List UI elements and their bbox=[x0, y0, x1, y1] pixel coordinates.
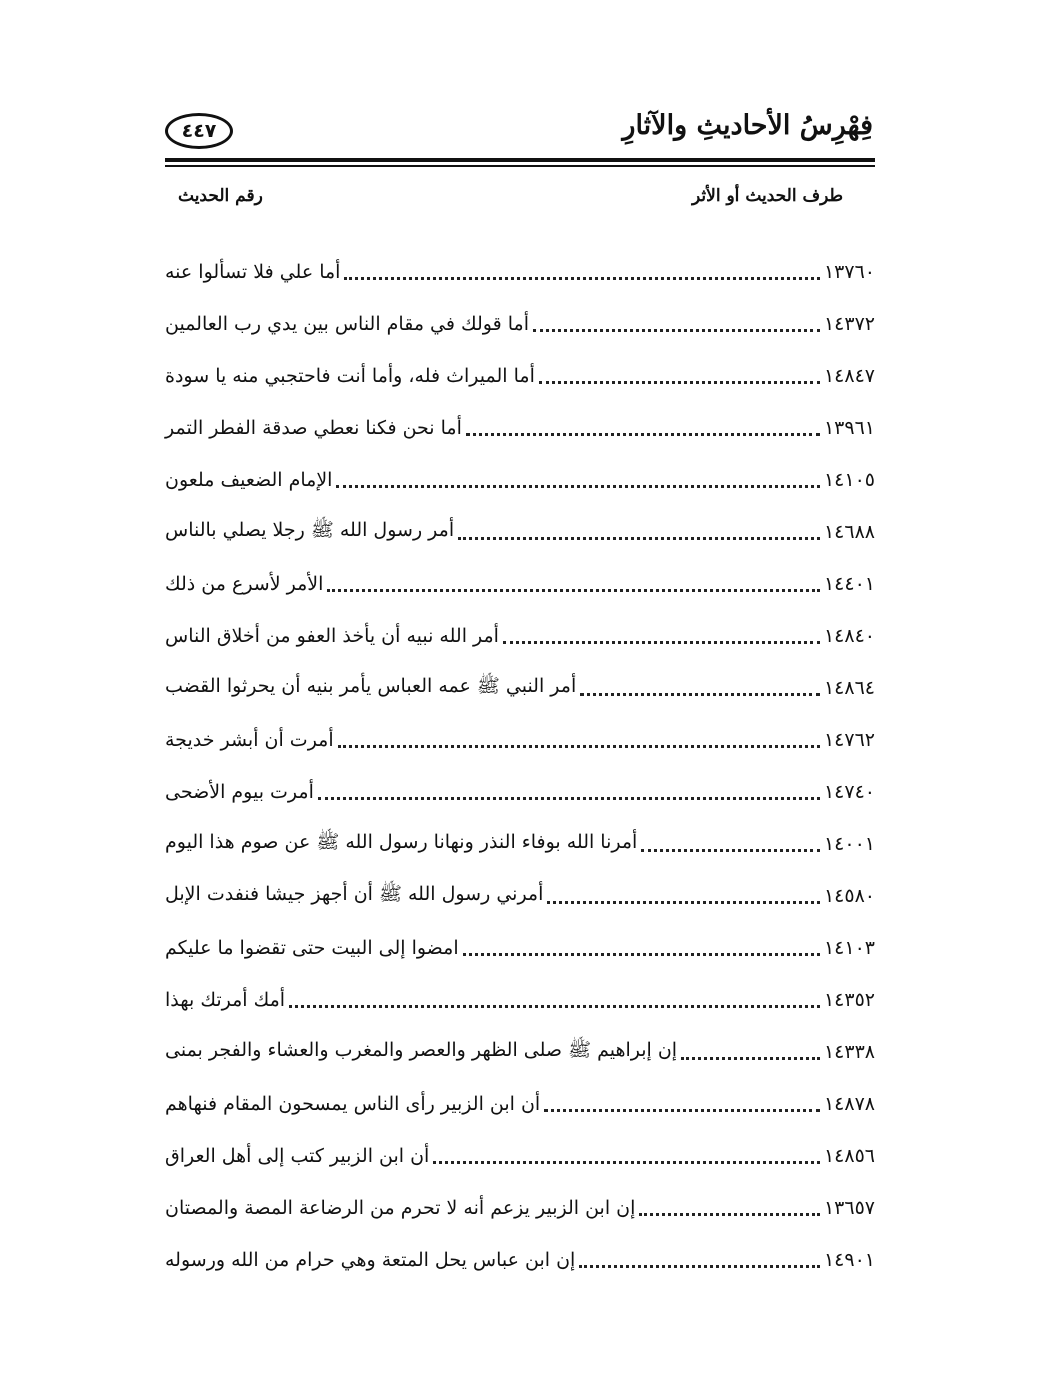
entry-text: أن ابن الزبير رأى الناس يمسحون المقام فنهاهم bbox=[165, 1093, 541, 1115]
dot-leader bbox=[547, 901, 820, 904]
entry-text: أما علي فلا تسألوا عنه bbox=[165, 261, 341, 283]
index-entry bbox=[165, 1078, 875, 1130]
entry-text: امضوا إلى البيت حتى تقضوا ما عليكم bbox=[165, 937, 459, 959]
header-rule-thin bbox=[165, 165, 875, 167]
index-entries bbox=[165, 246, 875, 1286]
entry-number: ١٤٣٥٢ bbox=[823, 989, 875, 1011]
index-entry bbox=[165, 610, 875, 662]
entry-text: أما الميراث فله، وأما أنت فاحتجبي منه يا سودة bbox=[165, 365, 535, 387]
entry-number: ١٤٩٠١ bbox=[823, 1249, 875, 1271]
dot-leader bbox=[681, 1057, 820, 1060]
entry-text: أمرنا الله بوفاء النذر ونهانا رسول الله ﷺ عن صوم هذا اليوم bbox=[165, 831, 638, 853]
index-entry bbox=[165, 818, 875, 870]
index-entry bbox=[165, 974, 875, 1026]
dot-leader bbox=[539, 381, 820, 384]
dot-leader bbox=[458, 537, 820, 540]
entry-number: ١٤٦٨٨ bbox=[823, 521, 875, 543]
index-entry bbox=[165, 402, 875, 454]
page-number-badge bbox=[165, 113, 233, 149]
entry-number: ١٤٣٣٨ bbox=[823, 1041, 875, 1063]
entry-text: أمر النبي ﷺ عمه العباس يأمر بنيه أن يحرثوا القضب bbox=[165, 675, 577, 697]
entry-number: ١٤٨٤٧ bbox=[823, 365, 875, 387]
entry-text: أمر رسول الله ﷺ رجلا يصلي بالناس bbox=[165, 519, 455, 541]
dot-leader bbox=[544, 1109, 820, 1112]
dot-leader bbox=[463, 953, 820, 956]
entry-text: إن ابن الزبير يزعم أنه لا تحرم من الرضاعة المصة والمصتان bbox=[165, 1197, 636, 1219]
dot-leader bbox=[327, 589, 820, 592]
entry-number: ١٤١٠٥ bbox=[823, 469, 875, 491]
entry-number: ١٤٥٨٠ bbox=[823, 885, 875, 907]
entry-text: أمرني رسول الله ﷺ أن أجهز جيشا فنفدت الإبل bbox=[165, 883, 544, 905]
index-entry bbox=[165, 506, 875, 558]
dot-leader bbox=[579, 1265, 820, 1268]
column-header-number: رقم الحديث bbox=[178, 186, 263, 206]
dot-leader bbox=[641, 849, 820, 852]
entry-number: ١٤٤٠١ bbox=[823, 573, 875, 595]
entry-number: ١٤٠٠١ bbox=[823, 833, 875, 855]
index-entry bbox=[165, 1130, 875, 1182]
index-entry bbox=[165, 246, 875, 298]
entry-number: ١٤٧٦٢ bbox=[823, 729, 875, 751]
entry-text: الأمر لأسرع من ذلك bbox=[165, 573, 324, 595]
index-entry bbox=[165, 766, 875, 818]
entry-number: ١٣٧٦٠ bbox=[823, 261, 875, 283]
entry-text: أمرت بيوم الأضحى bbox=[165, 781, 314, 803]
index-entry bbox=[165, 350, 875, 402]
entry-number: ١٣٩٦١ bbox=[823, 417, 875, 439]
entry-text: الإمام الضعيف ملعون bbox=[165, 469, 333, 491]
entry-number: ١٤٨٤٠ bbox=[823, 625, 875, 647]
dot-leader bbox=[433, 1161, 820, 1164]
entry-number: ١٤٨٦٤ bbox=[823, 677, 875, 699]
entry-number: ١٤٧٤٠ bbox=[823, 781, 875, 803]
index-entry bbox=[165, 558, 875, 610]
entry-text: إن ابن عباس يحل المتعة وهي حرام من الله ورسوله bbox=[165, 1249, 576, 1271]
header-rule-thick bbox=[165, 158, 875, 162]
index-entry bbox=[165, 298, 875, 350]
page-number: ٤٤٧ bbox=[181, 120, 217, 142]
index-entry bbox=[165, 662, 875, 714]
entry-number: ١٣٦٥٧ bbox=[823, 1197, 875, 1219]
entry-number: ١٤١٠٣ bbox=[823, 937, 875, 959]
dot-leader bbox=[503, 641, 820, 644]
index-entry bbox=[165, 454, 875, 506]
entry-number: ١٤٣٧٢ bbox=[823, 313, 875, 335]
dot-leader bbox=[533, 329, 820, 332]
dot-leader bbox=[289, 1005, 820, 1008]
entry-text: أمر الله نبيه أن يأخذ العفو من أخلاق الناس bbox=[165, 625, 499, 647]
index-entry bbox=[165, 1234, 875, 1286]
dot-leader bbox=[466, 433, 820, 436]
entry-text: أما قولك في مقام الناس بين يدي رب العالمين bbox=[165, 313, 529, 335]
entry-text: أمرت أن أبشر خديجة bbox=[165, 729, 334, 751]
dot-leader bbox=[344, 277, 820, 280]
dot-leader bbox=[318, 797, 820, 800]
dot-leader bbox=[580, 693, 820, 696]
index-entry bbox=[165, 870, 875, 922]
entry-number: ١٤٨٥٦ bbox=[823, 1145, 875, 1167]
index-entry bbox=[165, 922, 875, 974]
column-header-hadith: طرف الحديث أو الأثر bbox=[692, 186, 843, 206]
index-entry bbox=[165, 1182, 875, 1234]
dot-leader bbox=[336, 485, 820, 488]
entry-text: أن ابن الزبير كتب إلى أهل العراق bbox=[165, 1145, 430, 1167]
page-title: فِهْرِسُ الأحاديثِ والآثارِ bbox=[622, 110, 873, 141]
dot-leader bbox=[639, 1213, 820, 1216]
index-entry bbox=[165, 714, 875, 766]
entry-text: أما نحن فكنا نعطي صدقة الفطر التمر bbox=[165, 417, 462, 439]
entry-text: أمك أمرتك بهذا bbox=[165, 989, 286, 1011]
entry-number: ١٤٨٧٨ bbox=[823, 1093, 875, 1115]
dot-leader bbox=[338, 745, 820, 748]
entry-text: إن إبراهيم ﷺ صلى الظهر والعصر والمغرب والعشاء والفجر بمنى bbox=[165, 1039, 678, 1061]
index-entry bbox=[165, 1026, 875, 1078]
